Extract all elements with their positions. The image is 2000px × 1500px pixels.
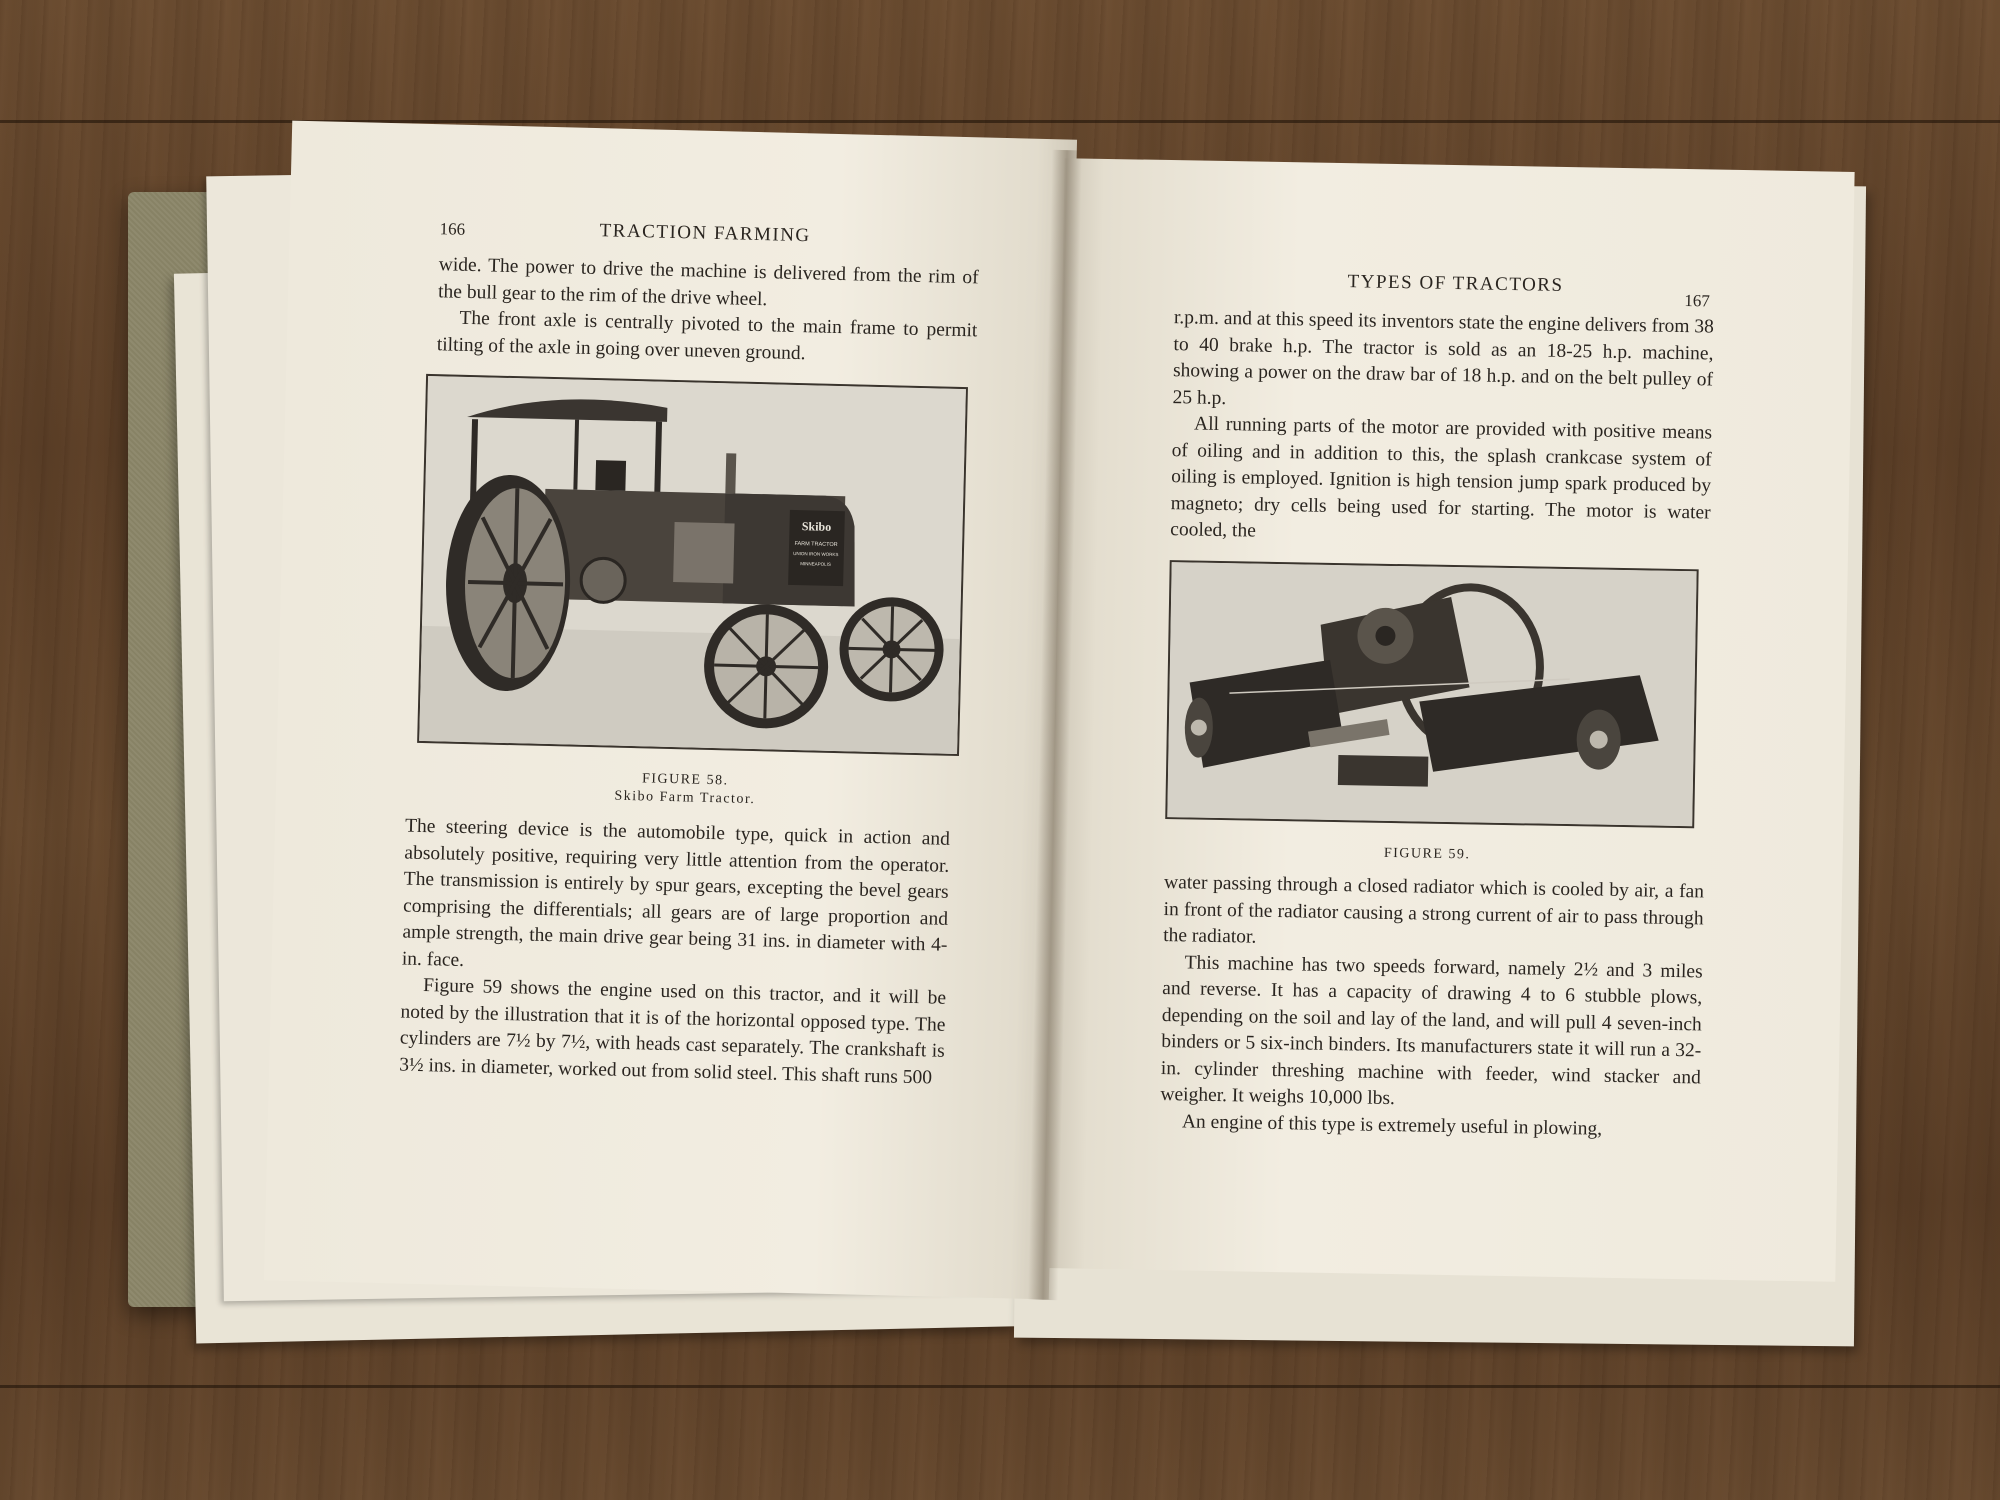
tractor-illustration: [419, 376, 966, 754]
paragraph: An engine of this type is extremely useful in plowing,: [1181, 1110, 1603, 1140]
top-text-block: [1170, 305, 1714, 553]
paragraph: All running parts of the motor are provided with positive means of oiling and in addition to this, the splash crankcase system of oiling is employed. Ignition is high tension jump spark produced by magneto; dry cells being used for starting. The motor is water cooled, the: [1170, 413, 1713, 542]
svg-text:FARM TRACTOR: FARM TRACTOR: [794, 540, 838, 549]
top-text-block: [437, 252, 979, 371]
paragraph: Figure 59 shows the engine used on this tractor, and it will be noted by the illustration that it is of the horizontal opposed type. The cylinders are 7½ by 7½, with heads cast separately. The crankshaft is 3½ ins. in diameter, worked out from solid steel. This shaft runs 500: [399, 975, 947, 1088]
figure-58-image: [417, 374, 968, 756]
paragraph: The front axle is centrally pivoted to the main frame to permit tilting of the axle in going over uneven ground.: [436, 307, 978, 364]
paragraph: water passing through a closed radiator which is cooled by air, a fan in front of the radiator causing a strong current of air to pass through the radiator.: [1163, 872, 1705, 948]
bottom-text-block: [1160, 870, 1705, 1144]
figure-label: FIGURE 59.: [1383, 845, 1471, 863]
left-page: [264, 121, 1077, 1300]
running-head: TYPES OF TRACTORS: [1347, 271, 1564, 296]
svg-text:Skibo: Skibo: [801, 519, 832, 534]
engine-illustration: [1167, 562, 1696, 826]
paragraph: r.p.m. and at this speed its inventors state the engine delivers from 38 to 40 brake h.p. The tractor is sold as an 18-25 h.p. machine, showing a power on the draw bar of 18 h.p. and on the belt pulley of 25 h.p.: [1172, 307, 1715, 409]
wood-plank-seam: [0, 1385, 2000, 1388]
figure-59-image: [1165, 560, 1698, 828]
figure-title: Skibo Farm Tractor.: [614, 788, 756, 808]
figure-59-caption: [1165, 840, 1690, 869]
figure-label: FIGURE 58.: [641, 771, 729, 789]
bottom-text-block: [399, 814, 950, 1092]
paragraph: The steering device is the automobile type, quick in action and absolutely positive, requiring very little attention from the operator. The transmission is entirely by spur gears, excepting the bevel gears comprising the differentials; all gears are of large proportion and ample strength, the main drive gear being 31 ins. in diameter with 4-in. face.: [401, 815, 951, 971]
running-head: TRACTION FARMING: [599, 220, 811, 247]
right-page: [1045, 158, 1854, 1282]
paragraph: wide. The power to drive the machine is delivered from the rim of the bull gear to the rim of the drive wheel.: [437, 254, 979, 310]
page-number: 166: [439, 219, 466, 239]
svg-text:MINNEAPOLIS: MINNEAPOLIS: [800, 561, 832, 567]
paragraph: This machine has two speeds forward, namely 2½ and 3 miles and reverse. It has a capacity of drawing 4 to 6 stubble plows, depending on the soil and lay of the land, and will pull 4 seven-inch binders or 5 six-inch binders. Its manufacturers state it will run a 32-in. cylinder threshing machine with feeder, wind stacker and weigher. It weighs 10,000 lbs.: [1160, 951, 1703, 1110]
page-number: 167: [1684, 291, 1711, 311]
svg-text:UNION IRON WORKS: UNION IRON WORKS: [793, 550, 839, 558]
figure-58-caption: [416, 764, 955, 815]
